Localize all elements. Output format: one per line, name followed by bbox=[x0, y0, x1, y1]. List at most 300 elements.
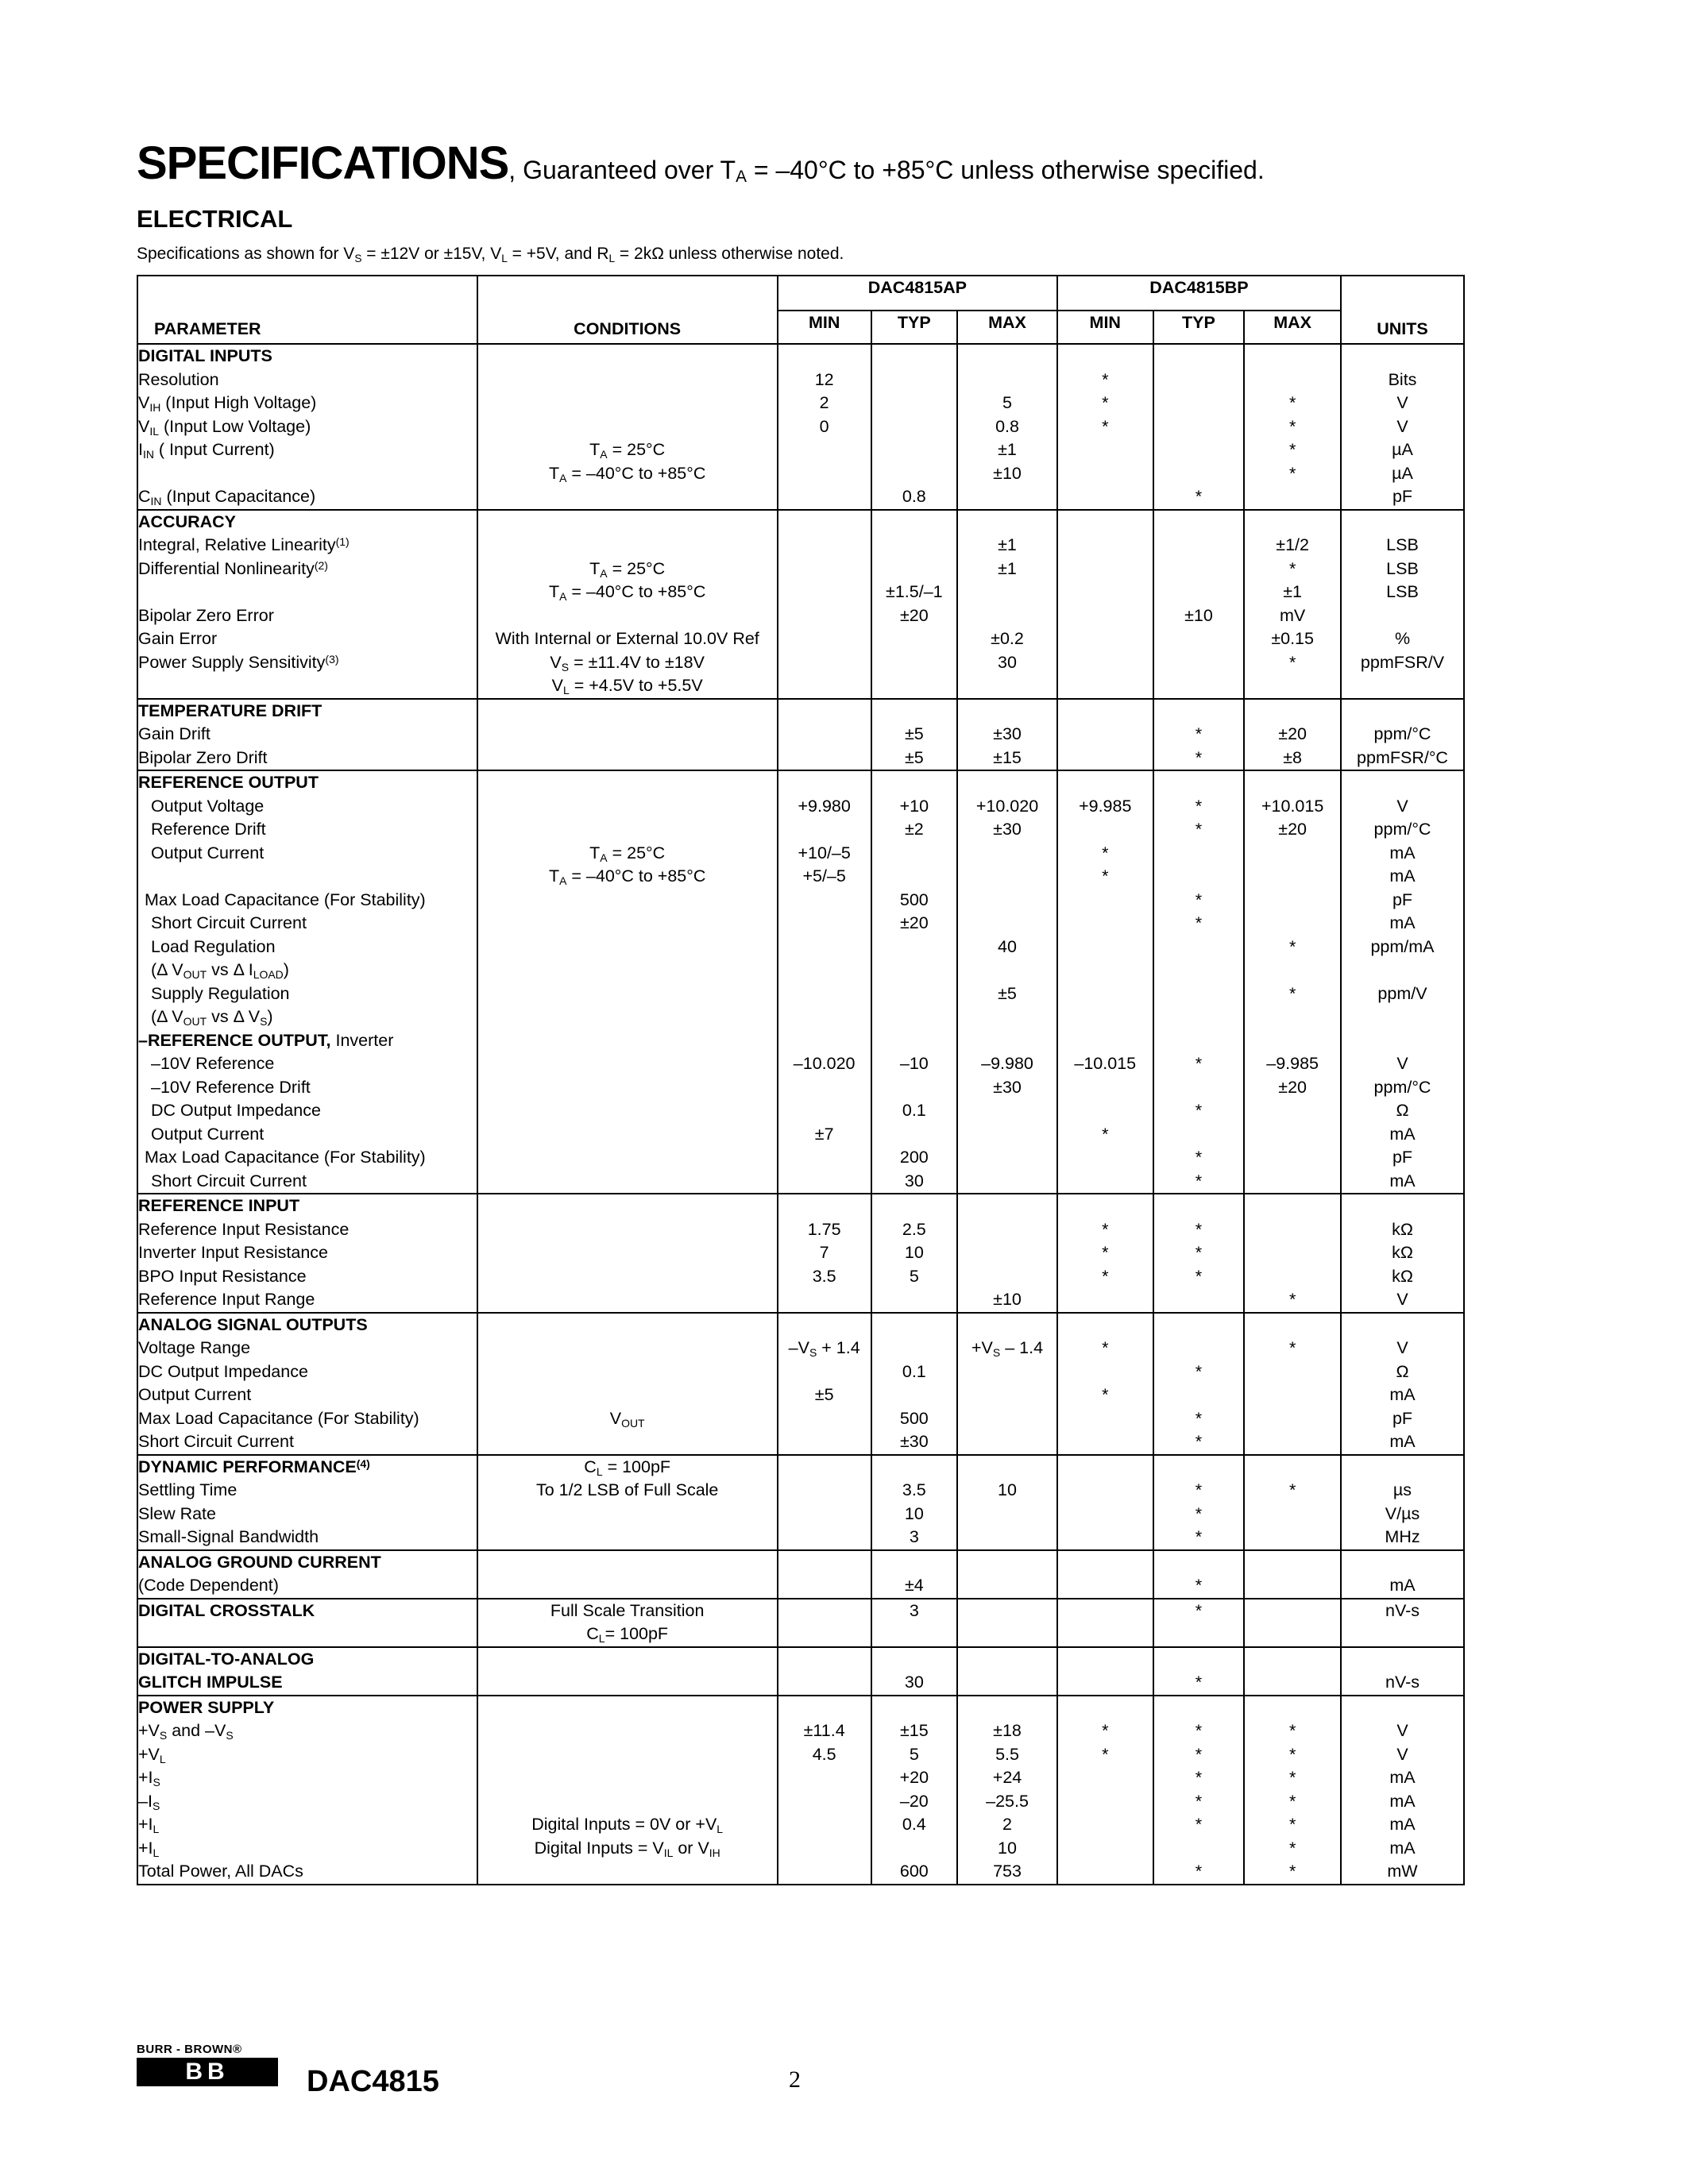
value-text: 1.75 bbox=[807, 1219, 841, 1239]
condition-text bbox=[478, 1383, 777, 1407]
value-text bbox=[1245, 865, 1340, 889]
value-text: * bbox=[1195, 889, 1203, 909]
value-text bbox=[958, 1170, 1056, 1194]
value-text bbox=[872, 651, 957, 675]
condition-text bbox=[478, 700, 777, 723]
title-main: SPECIFICATIONS bbox=[137, 137, 509, 189]
units-text: mW bbox=[1387, 1862, 1418, 1881]
value-text bbox=[1058, 1314, 1153, 1337]
value-text: * bbox=[1195, 1768, 1203, 1787]
condition-text: Digital Inputs = 0V or $+V_L$ bbox=[531, 1815, 724, 1835]
param-label: $+I_L$ bbox=[138, 1838, 160, 1859]
units-text: V bbox=[1396, 1744, 1408, 1764]
title-sub: , Guaranteed over $T_A = -40^\circ C$ to +85°C unless otherwise specified. bbox=[508, 156, 1265, 186]
param-label: $+V_L$ bbox=[138, 1744, 166, 1765]
value-text bbox=[1245, 369, 1340, 392]
header-model-a: DAC4815AP bbox=[778, 276, 1057, 311]
value-text bbox=[1245, 1146, 1340, 1170]
value-text bbox=[872, 936, 957, 959]
condition-text bbox=[478, 1241, 777, 1265]
param-label: Output Current bbox=[151, 1124, 265, 1144]
param-label: Gain Error bbox=[138, 629, 218, 648]
condition-text bbox=[478, 1503, 777, 1526]
value-text bbox=[778, 462, 871, 486]
condition-text bbox=[478, 1288, 777, 1312]
units-text: pF bbox=[1392, 889, 1413, 909]
value-text: ±5 bbox=[904, 747, 924, 767]
value-text bbox=[778, 1456, 871, 1480]
condition-text bbox=[478, 1265, 777, 1289]
value-text: 0.1 bbox=[902, 1101, 926, 1120]
value-text: * bbox=[1195, 1243, 1203, 1262]
value-text bbox=[778, 982, 871, 1006]
value-text bbox=[778, 912, 871, 936]
logo-box: BB bbox=[137, 2058, 278, 2086]
value-text bbox=[872, 1383, 957, 1407]
units-cell bbox=[1341, 344, 1464, 510]
spec-group bbox=[137, 1455, 1464, 1550]
units-text: LSB bbox=[1386, 558, 1419, 578]
value-cell bbox=[1244, 1194, 1341, 1313]
value-text bbox=[958, 674, 1056, 698]
condition-text bbox=[478, 415, 777, 439]
value-text: * bbox=[1195, 1503, 1203, 1523]
value-cell bbox=[778, 1455, 871, 1550]
param-label: Gain Drift bbox=[138, 724, 211, 743]
value-text bbox=[778, 1288, 871, 1312]
value-text: ±1 bbox=[998, 558, 1017, 578]
value-text bbox=[1154, 1005, 1244, 1029]
units-cell bbox=[1341, 1455, 1464, 1550]
units-text bbox=[1342, 1029, 1463, 1053]
condition-text bbox=[478, 1430, 777, 1454]
value-cell bbox=[1153, 1313, 1245, 1455]
value-text bbox=[1058, 1146, 1153, 1170]
value-text bbox=[958, 345, 1056, 369]
spec-group bbox=[137, 1599, 1464, 1647]
condition-text bbox=[478, 1099, 777, 1123]
value-cell bbox=[1244, 1550, 1341, 1599]
value-cell bbox=[1153, 1550, 1245, 1599]
value-cell bbox=[957, 1599, 1057, 1647]
value-text: * bbox=[1288, 936, 1296, 956]
value-text: 12 bbox=[814, 369, 834, 389]
condition-cell bbox=[477, 1194, 778, 1313]
value-text bbox=[1245, 959, 1340, 982]
value-text bbox=[1154, 462, 1244, 486]
value-text bbox=[1154, 511, 1244, 534]
value-text bbox=[1154, 1029, 1244, 1053]
value-text: ±5 bbox=[904, 724, 924, 743]
value-text bbox=[1245, 1029, 1340, 1053]
value-text bbox=[1154, 1123, 1244, 1147]
header-typ: TYP bbox=[1153, 311, 1245, 344]
value-cell bbox=[871, 344, 958, 510]
value-cell bbox=[871, 1455, 958, 1550]
value-text: 7 bbox=[819, 1243, 829, 1262]
value-text: –20 bbox=[899, 1791, 929, 1811]
value-text bbox=[1245, 1526, 1340, 1549]
value-text bbox=[872, 1194, 957, 1218]
units-text: mA bbox=[1389, 1124, 1416, 1144]
value-text bbox=[1154, 558, 1244, 581]
units-text: mA bbox=[1389, 1838, 1416, 1858]
value-text: * bbox=[1195, 1527, 1203, 1546]
value-text bbox=[1154, 1456, 1244, 1480]
value-text bbox=[778, 1648, 871, 1672]
value-text bbox=[1058, 982, 1153, 1006]
condition-text bbox=[478, 1766, 777, 1790]
value-text bbox=[1058, 485, 1153, 509]
value-cell bbox=[1244, 510, 1341, 699]
value-text bbox=[1154, 842, 1244, 866]
value-text bbox=[1058, 1479, 1153, 1503]
value-text bbox=[958, 1623, 1056, 1646]
units-text bbox=[1342, 1005, 1463, 1029]
condition-text bbox=[478, 1194, 777, 1218]
param-label: Max Load Capacitance (For Stability) bbox=[145, 1148, 426, 1167]
value-text bbox=[778, 1029, 871, 1053]
value-text bbox=[1058, 462, 1153, 486]
value-text: 30 bbox=[998, 652, 1017, 672]
units-text: ppm/mA bbox=[1370, 936, 1435, 956]
units-text bbox=[1342, 511, 1463, 534]
param-label bbox=[138, 865, 477, 889]
param-label: DC Output Impedance bbox=[138, 1361, 308, 1381]
value-text bbox=[1245, 1574, 1340, 1598]
value-text: * bbox=[1102, 1124, 1109, 1144]
units-text bbox=[1342, 345, 1463, 369]
condition-text bbox=[478, 1076, 777, 1100]
value-text bbox=[778, 604, 871, 628]
value-text bbox=[872, 392, 957, 415]
value-text bbox=[872, 462, 957, 486]
value-text: mV bbox=[1280, 605, 1306, 625]
param-label: Small-Signal Bandwidth bbox=[138, 1527, 319, 1546]
value-text bbox=[1154, 1337, 1244, 1360]
value-text bbox=[958, 1383, 1056, 1407]
value-text bbox=[872, 1648, 957, 1672]
param-label: Reference Input Resistance bbox=[138, 1219, 350, 1239]
value-text bbox=[1058, 1029, 1153, 1053]
param-label: (Δ $V_{OUT}$ vs Δ $I_{LOAD}$) bbox=[151, 960, 289, 981]
value-text: ±15 bbox=[993, 747, 1022, 767]
header-parameter: PARAMETER bbox=[137, 276, 477, 344]
value-text: * bbox=[1195, 1408, 1203, 1428]
value-text bbox=[1058, 1860, 1153, 1884]
value-text bbox=[1058, 438, 1153, 462]
value-cell bbox=[1057, 1599, 1153, 1647]
spec-group bbox=[137, 1550, 1464, 1599]
value-text bbox=[872, 1288, 957, 1312]
value-text bbox=[778, 581, 871, 604]
value-text bbox=[1154, 581, 1244, 604]
value-cell bbox=[1153, 1194, 1245, 1313]
value-text bbox=[958, 1360, 1056, 1384]
value-text bbox=[1245, 1194, 1340, 1218]
units-text: LSB bbox=[1386, 535, 1419, 554]
value-text: 3 bbox=[909, 1600, 919, 1620]
value-text bbox=[1058, 1648, 1153, 1672]
value-text bbox=[778, 1005, 871, 1029]
value-text bbox=[958, 1005, 1056, 1029]
value-text: * bbox=[1195, 1600, 1203, 1620]
value-text bbox=[1245, 1407, 1340, 1431]
value-text bbox=[1154, 982, 1244, 1006]
value-text bbox=[1245, 345, 1340, 369]
value-text bbox=[1058, 581, 1153, 604]
value-text bbox=[778, 1574, 871, 1598]
value-text bbox=[1154, 959, 1244, 982]
value-cell bbox=[871, 1550, 958, 1599]
units-cell bbox=[1341, 1194, 1464, 1313]
condition-cell bbox=[477, 770, 778, 1194]
condition-text: With Internal or External 10.0V Ref bbox=[495, 629, 759, 648]
value-text bbox=[778, 1146, 871, 1170]
value-text bbox=[1245, 1099, 1340, 1123]
units-text bbox=[1342, 1456, 1463, 1480]
value-text: 30 bbox=[904, 1171, 924, 1190]
value-text bbox=[1245, 889, 1340, 913]
value-text bbox=[958, 1314, 1056, 1337]
param-cell bbox=[137, 1599, 477, 1647]
value-text: 200 bbox=[899, 1148, 929, 1167]
value-text: ±20 bbox=[1278, 820, 1307, 839]
value-cell bbox=[1153, 510, 1245, 699]
value-cell bbox=[957, 699, 1057, 771]
value-text bbox=[958, 511, 1056, 534]
value-text bbox=[1058, 1456, 1153, 1480]
value-text: * bbox=[1195, 1576, 1203, 1595]
condition-text bbox=[478, 1719, 777, 1743]
value-text: 10 bbox=[998, 1480, 1017, 1499]
value-text: * bbox=[1288, 558, 1296, 578]
value-text bbox=[1058, 936, 1153, 959]
value-text bbox=[1058, 1671, 1153, 1695]
value-cell bbox=[1057, 699, 1153, 771]
param-label: Settling Time bbox=[138, 1480, 238, 1499]
value-text bbox=[778, 1503, 871, 1526]
value-text: 0.8 bbox=[902, 487, 926, 506]
value-text: +24 bbox=[992, 1768, 1022, 1787]
value-text bbox=[778, 723, 871, 747]
value-text: $+V_S - 1.4$ bbox=[971, 1338, 1044, 1359]
value-text: ±8 bbox=[1283, 747, 1303, 767]
value-text: 5 bbox=[909, 1266, 919, 1286]
condition-cell bbox=[477, 344, 778, 510]
param-label: Output Current bbox=[151, 843, 265, 862]
value-cell bbox=[778, 1599, 871, 1647]
value-text bbox=[1058, 674, 1153, 698]
value-text: * bbox=[1288, 1815, 1296, 1834]
value-text bbox=[958, 1503, 1056, 1526]
param-label: GLITCH IMPULSE bbox=[138, 1673, 283, 1692]
value-text bbox=[1245, 912, 1340, 936]
param-label: Reference Drift bbox=[151, 820, 266, 839]
condition-text: $V_S = \pm 11.4V$ to ±18V bbox=[550, 652, 705, 673]
value-text bbox=[872, 771, 957, 795]
value-cell bbox=[871, 1647, 958, 1696]
units-text bbox=[1342, 604, 1463, 628]
spec-table-body bbox=[137, 344, 1464, 1885]
value-text: * bbox=[1195, 1432, 1203, 1451]
value-text: * bbox=[1195, 1219, 1203, 1239]
param-label: Voltage Range bbox=[138, 1338, 251, 1357]
condition-text: $C_L= 100pF$ bbox=[586, 1624, 669, 1645]
value-text bbox=[958, 912, 1056, 936]
value-text bbox=[958, 1574, 1056, 1598]
condition-text bbox=[478, 747, 777, 770]
units-text: kΩ bbox=[1392, 1219, 1413, 1239]
condition-text: Digital Inputs = $V_{IL}$ or $V_{IH}$ bbox=[534, 1838, 720, 1859]
group-title: TEMPERATURE DRIFT bbox=[138, 700, 323, 720]
value-text bbox=[778, 1623, 871, 1646]
units-cell bbox=[1341, 1313, 1464, 1455]
group-title: ACCURACY bbox=[138, 511, 237, 531]
condition-text bbox=[478, 534, 777, 558]
value-text: * bbox=[1102, 1266, 1109, 1286]
value-cell bbox=[1244, 1313, 1341, 1455]
value-cell bbox=[871, 699, 958, 771]
value-text bbox=[778, 1551, 871, 1575]
param-label: Short Circuit Current bbox=[151, 1171, 307, 1190]
units-text: pF bbox=[1392, 487, 1413, 506]
value-text bbox=[1154, 1623, 1244, 1646]
value-text: * bbox=[1195, 487, 1203, 506]
units-text: mA bbox=[1389, 843, 1416, 862]
group-title: DYNAMIC PERFORMANCE$^{(4)}$ bbox=[138, 1457, 370, 1476]
value-text bbox=[1154, 438, 1244, 462]
value-text: ±20 bbox=[899, 913, 929, 932]
condition-text bbox=[478, 392, 777, 415]
value-cell bbox=[1244, 1696, 1341, 1885]
param-label: Max Load Capacitance (For Stability) bbox=[138, 1408, 419, 1428]
value-text: * bbox=[1195, 1815, 1203, 1834]
value-text bbox=[958, 1526, 1056, 1549]
value-text: 0 bbox=[819, 416, 829, 436]
condition-text: $V_L = +4.5V$ to +5.5V bbox=[551, 676, 703, 696]
units-text: V bbox=[1396, 796, 1408, 816]
value-text bbox=[1154, 345, 1244, 369]
value-text bbox=[1058, 700, 1153, 723]
value-text bbox=[1154, 1194, 1244, 1218]
value-text bbox=[778, 1430, 871, 1454]
condition-text bbox=[478, 1314, 777, 1337]
param-cell bbox=[137, 1696, 477, 1885]
value-text bbox=[1245, 1241, 1340, 1265]
value-text bbox=[872, 1005, 957, 1029]
value-text bbox=[1058, 1551, 1153, 1575]
value-text: +10 bbox=[899, 796, 929, 816]
value-text: * bbox=[1195, 1673, 1203, 1692]
value-text bbox=[872, 438, 957, 462]
value-text bbox=[872, 674, 957, 698]
units-text: mA bbox=[1389, 866, 1416, 886]
param-cell bbox=[137, 1194, 477, 1313]
value-text: * bbox=[1195, 1721, 1203, 1740]
condition-text bbox=[478, 1029, 777, 1053]
value-text bbox=[872, 1029, 957, 1053]
units-text: Ω bbox=[1396, 1101, 1409, 1120]
units-text: Bits bbox=[1388, 369, 1417, 389]
units-text: V bbox=[1396, 393, 1408, 412]
value-text: * bbox=[1195, 1054, 1203, 1073]
header-units: UNITS bbox=[1341, 276, 1464, 344]
value-text: ±20 bbox=[1278, 724, 1307, 743]
value-text bbox=[872, 369, 957, 392]
units-text bbox=[1342, 1314, 1463, 1337]
spec-table bbox=[137, 275, 1465, 1885]
value-text bbox=[778, 651, 871, 675]
param-cell bbox=[137, 1313, 477, 1455]
units-text: ppmFSR/°C bbox=[1357, 747, 1448, 767]
value-text: * bbox=[1102, 1338, 1109, 1357]
spec-group bbox=[137, 1647, 1464, 1696]
condition-text: Full Scale Transition bbox=[550, 1600, 705, 1620]
value-text bbox=[958, 1123, 1056, 1147]
value-text: * bbox=[1288, 416, 1296, 436]
value-text bbox=[778, 1813, 871, 1837]
value-text bbox=[1245, 1123, 1340, 1147]
value-text bbox=[778, 1170, 871, 1194]
value-text: ±1.5/–1 bbox=[886, 582, 943, 601]
value-text bbox=[1058, 1099, 1153, 1123]
group-title: DIGITAL-TO-ANALOG bbox=[138, 1649, 315, 1669]
param-label: Output Voltage bbox=[151, 796, 265, 816]
value-text bbox=[1058, 1813, 1153, 1837]
value-text: 5 bbox=[1002, 393, 1012, 412]
value-text bbox=[1154, 369, 1244, 392]
group-title: ANALOG SIGNAL OUTPUTS bbox=[138, 1314, 368, 1334]
param-label: –10V Reference Drift bbox=[151, 1077, 311, 1097]
param-cell bbox=[137, 699, 477, 771]
condition-text: $V_{OUT}$ bbox=[609, 1408, 645, 1430]
value-text: +9.985 bbox=[1079, 796, 1132, 816]
value-text bbox=[778, 1099, 871, 1123]
value-text bbox=[778, 1526, 871, 1549]
value-text bbox=[872, 627, 957, 651]
value-text: * bbox=[1288, 1338, 1296, 1357]
value-text: 500 bbox=[899, 1408, 929, 1428]
value-text bbox=[1058, 889, 1153, 913]
units-text: MHz bbox=[1385, 1527, 1420, 1546]
value-text bbox=[1058, 1623, 1153, 1646]
value-text: 2 bbox=[1002, 1815, 1012, 1834]
param-label: Power Supply Sensitivity$^{(3)}$ bbox=[138, 652, 339, 672]
value-text bbox=[1245, 1623, 1340, 1646]
condition-text: $T_A = -40^\circ C$ to +85°C bbox=[548, 463, 706, 484]
condition-text bbox=[478, 1743, 777, 1767]
value-text: ±0.15 bbox=[1271, 629, 1314, 648]
condition-text bbox=[478, 1526, 777, 1549]
value-text bbox=[1154, 415, 1244, 439]
value-text bbox=[1245, 700, 1340, 723]
value-text bbox=[872, 1123, 957, 1147]
value-text bbox=[1245, 1360, 1340, 1384]
value-cell bbox=[1244, 1599, 1341, 1647]
value-text: ±7 bbox=[814, 1124, 834, 1144]
value-cell bbox=[957, 510, 1057, 699]
param-label: $+V_S$ and $-V_S$ bbox=[138, 1721, 234, 1742]
value-cell bbox=[1153, 1696, 1245, 1885]
value-text bbox=[958, 771, 1056, 795]
value-cell bbox=[1057, 510, 1153, 699]
value-text: 0.4 bbox=[902, 1815, 926, 1834]
units-text: µA bbox=[1392, 463, 1413, 483]
value-text bbox=[872, 1837, 957, 1861]
param-label: (Code Dependent) bbox=[138, 1576, 279, 1595]
param-label: Slew Rate bbox=[138, 1503, 216, 1523]
